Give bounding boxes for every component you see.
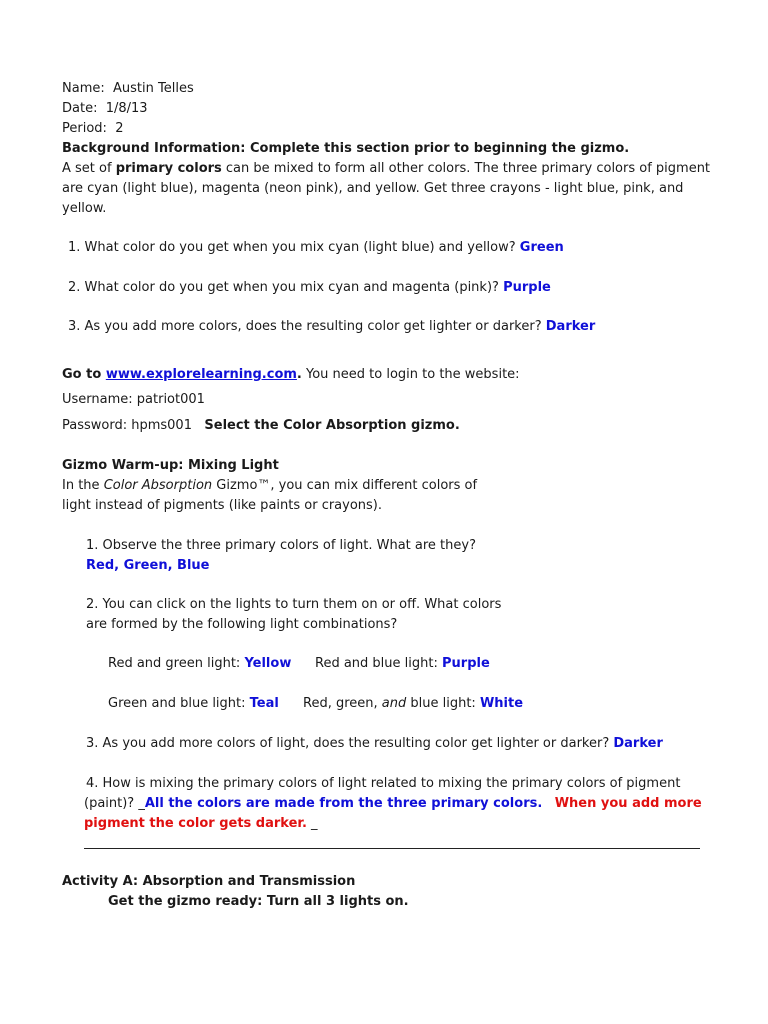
combo-green-blue bbox=[108, 695, 279, 713]
background-paragraph-line-2: are cyan (light blue), magenta (neon pink), and yellow. Get three crayons - light blue, pink, and bbox=[62, 181, 684, 196]
login-instruction: You need to login to the website: bbox=[301, 367, 520, 382]
go-to-text: Go to bbox=[62, 367, 106, 382]
question-text: 3. As you add more colors of light, does the resulting color get lighter or darker? bbox=[86, 736, 610, 751]
combo-red-green bbox=[108, 655, 291, 673]
warmup-intro-line-2: light instead of pigments (like paints or crayons). bbox=[62, 498, 383, 513]
background-question-3 bbox=[68, 318, 595, 336]
combo-label: Red, green, bbox=[303, 696, 382, 711]
select-gizmo-text: Select the Color Absorption gizmo. bbox=[204, 418, 460, 433]
name-line bbox=[62, 80, 194, 98]
go-to-line bbox=[62, 366, 520, 384]
question-text: 1. What color do you get when you mix cyan (light blue) and yellow? bbox=[68, 240, 516, 255]
combo-answer: White bbox=[479, 696, 524, 711]
warmup-question-4-line-3 bbox=[84, 815, 318, 833]
question-text: 2. What color do you get when you mix cyan and magenta (pink)? bbox=[68, 280, 499, 295]
text-span: . bbox=[296, 367, 302, 382]
date-label: Date: bbox=[62, 101, 98, 116]
name-label: Name: bbox=[62, 81, 105, 96]
background-paragraph-line-1 bbox=[62, 160, 710, 178]
period-value: 2 bbox=[115, 121, 124, 136]
gizmo-name: Color Absorption bbox=[103, 478, 213, 493]
background-question-1 bbox=[68, 239, 564, 257]
answer-text: Purple bbox=[503, 280, 551, 295]
username-line: Username: patriot001 bbox=[62, 392, 205, 407]
blank-underscore: _ bbox=[306, 816, 318, 831]
text-span: can be mixed to form all other colors. The three primary colors of pigment bbox=[221, 161, 711, 176]
text-span: A set of bbox=[62, 161, 116, 176]
answer-underline bbox=[84, 848, 700, 849]
answer-text: Darker bbox=[545, 319, 596, 334]
answer-text: Darker bbox=[613, 736, 663, 751]
combo-label: blue light: bbox=[406, 696, 476, 711]
combo-answer: Purple bbox=[442, 656, 490, 671]
text-span: Gizmo™, you can mix different colors of bbox=[212, 478, 478, 493]
question-text: (paint)? _ bbox=[84, 796, 145, 811]
combo-label-emphasis: and bbox=[381, 696, 407, 711]
combo-answer: Yellow bbox=[244, 656, 292, 671]
warmup-heading: Gizmo Warm-up: Mixing Light bbox=[62, 458, 279, 473]
period-label: Period: bbox=[62, 121, 107, 136]
text-span: In the bbox=[62, 478, 104, 493]
date-value: 1/8/13 bbox=[105, 101, 148, 116]
question-text: 3. As you add more colors, does the resulting color get lighter or darker? bbox=[68, 319, 542, 334]
warmup-intro-line-1 bbox=[62, 477, 477, 495]
date-line bbox=[62, 100, 148, 118]
background-paragraph-line-3: yellow. bbox=[62, 201, 107, 216]
warmup-question-2-line-1: 2. You can click on the lights to turn them on or off. What colors bbox=[86, 597, 502, 612]
combo-red-green-blue bbox=[303, 695, 523, 713]
warmup-question-1: 1. Observe the three primary colors of light. What are they? bbox=[86, 538, 476, 553]
warmup-answer-1: Red, Green, Blue bbox=[86, 558, 210, 573]
answer-text-red: pigment the color gets darker. bbox=[84, 816, 307, 831]
warmup-question-2-line-2: are formed by the following light combinations? bbox=[86, 617, 398, 632]
password-line bbox=[62, 417, 460, 435]
background-heading: Background Information: Complete this section prior to beginning the gizmo. bbox=[62, 141, 630, 156]
warmup-question-4-line-1: 4. How is mixing the primary colors of light related to mixing the primary colors of pigment bbox=[86, 776, 681, 791]
combo-label: Red and blue light: bbox=[315, 656, 438, 671]
period-line bbox=[62, 120, 123, 138]
explorelearning-link[interactable]: www.explorelearning.com bbox=[105, 367, 297, 382]
password-text: Password: hpms001 bbox=[62, 418, 192, 433]
activity-subheading: Get the gizmo ready: Turn all 3 lights on. bbox=[108, 894, 409, 909]
answer-text-red: When you add more bbox=[554, 796, 702, 811]
combo-answer: Teal bbox=[249, 696, 279, 711]
combo-label: Red and green light: bbox=[108, 656, 241, 671]
combo-label: Green and blue light: bbox=[108, 696, 246, 711]
primary-colors-term: primary colors bbox=[115, 161, 222, 176]
background-question-2 bbox=[68, 279, 551, 297]
warmup-question-4-line-2 bbox=[84, 795, 702, 813]
name-value: Austin Telles bbox=[113, 81, 194, 96]
combo-red-blue bbox=[315, 655, 490, 673]
answer-text: Green bbox=[519, 240, 564, 255]
answer-text-blue: All the colors are made from the three primary colors. bbox=[144, 796, 543, 811]
warmup-question-3 bbox=[86, 735, 663, 753]
activity-heading: Activity A: Absorption and Transmission bbox=[62, 874, 356, 889]
